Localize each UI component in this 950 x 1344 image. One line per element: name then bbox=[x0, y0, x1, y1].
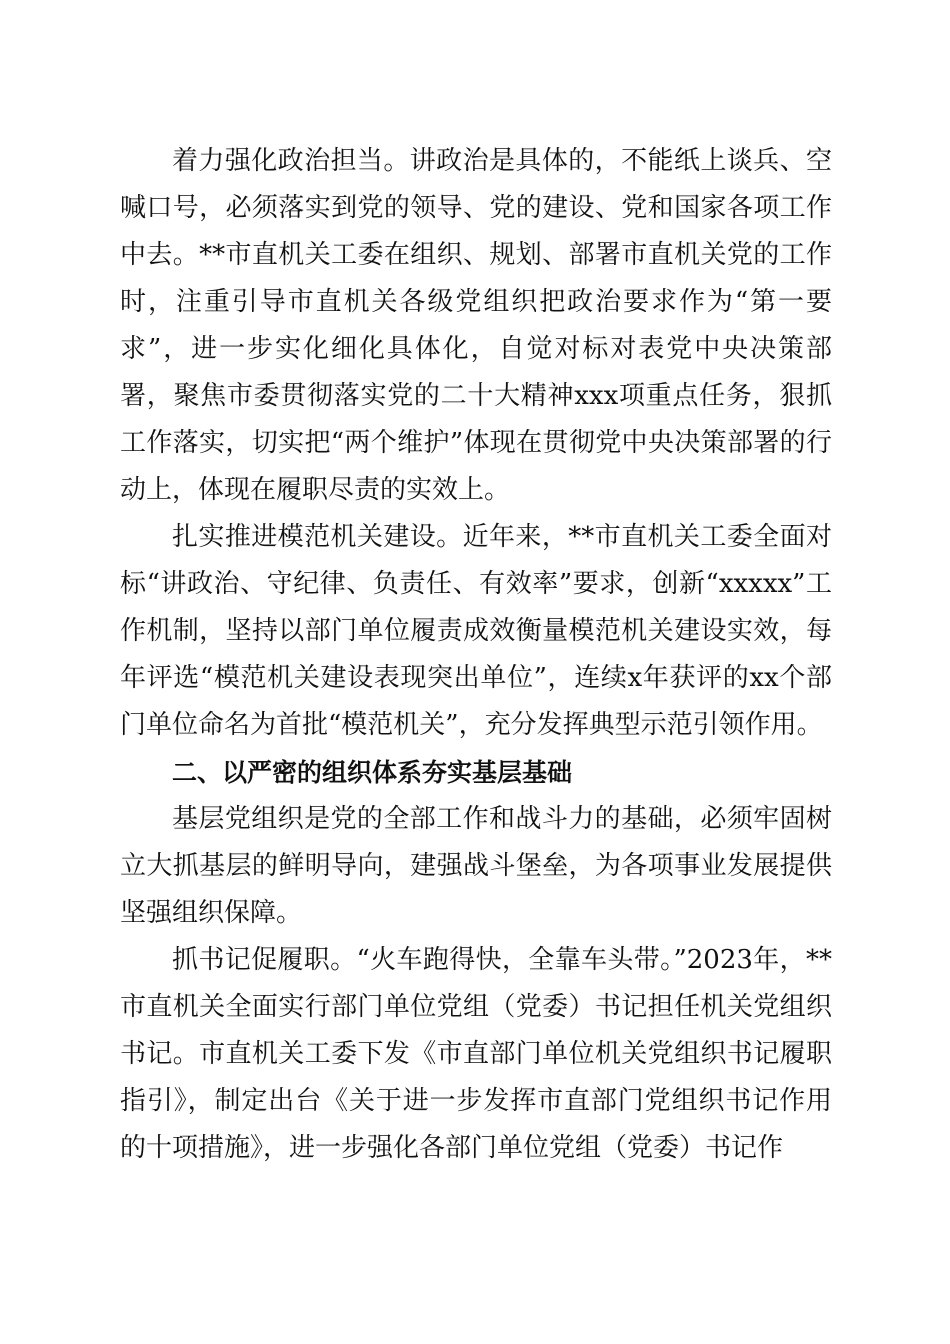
paragraph-secretary-duty: 抓书记促履职。“火车跑得快，全靠车头带。”2023年，**市直机关全面实行部门单位党组（党委）书记担任机关党组织书记。市直机关工委下发《市直部门单位机关党组织书记履职指引》，制定出台《关于进一步发挥市直部门党组织书记作用的十项措施》，进一步强化各部门单位党组（党委）书记作 bbox=[120, 945, 832, 1163]
paragraph-grassroots-foundation: 基层党组织是党的全部工作和战斗力的基础，必须牢固树立大抓基层的鲜明导向，建强战斗堡垒，为各项事业发展提供坚强组织保障。 bbox=[120, 804, 832, 928]
section-heading-2: 二、以严密的组织体系夯实基层基础 bbox=[172, 758, 573, 787]
paragraph-political-responsibility: 着力强化政治担当。讲政治是具体的，不能纸上谈兵、空喊口号，必须落实到党的领导、党的建设、党和国家各项工作中去。**市直机关工委在组织、规划、部署市直机关党的工作时，注重引导市直机关各级党组织把政治要求作为“第一要求”，进一步实化细化具体化，自觉对标对表党中央决策部署，聚焦市委贯彻落实党的二十大精神xxx项重点任务，狠抓工作落实，切实把“两个维护”体现在贯彻党中央决策部署的行动上，体现在履职尽责的实效上。 bbox=[120, 146, 832, 505]
paragraph-model-organ-construction: 扎实推进模范机关建设。近年来，**市直机关工委全面对标“讲政治、守纪律、负责任、有效率”要求，创新“xxxxx”工作机制，坚持以部门单位履责成效衡量模范机关建设实效，每年评选“模范机关建设表现突出单位”，连续x年获评的xx个部门单位命名为首批“模范机关”，充分发挥典型示范引领作用。 bbox=[120, 522, 832, 740]
document-body bbox=[120, 138, 832, 1172]
